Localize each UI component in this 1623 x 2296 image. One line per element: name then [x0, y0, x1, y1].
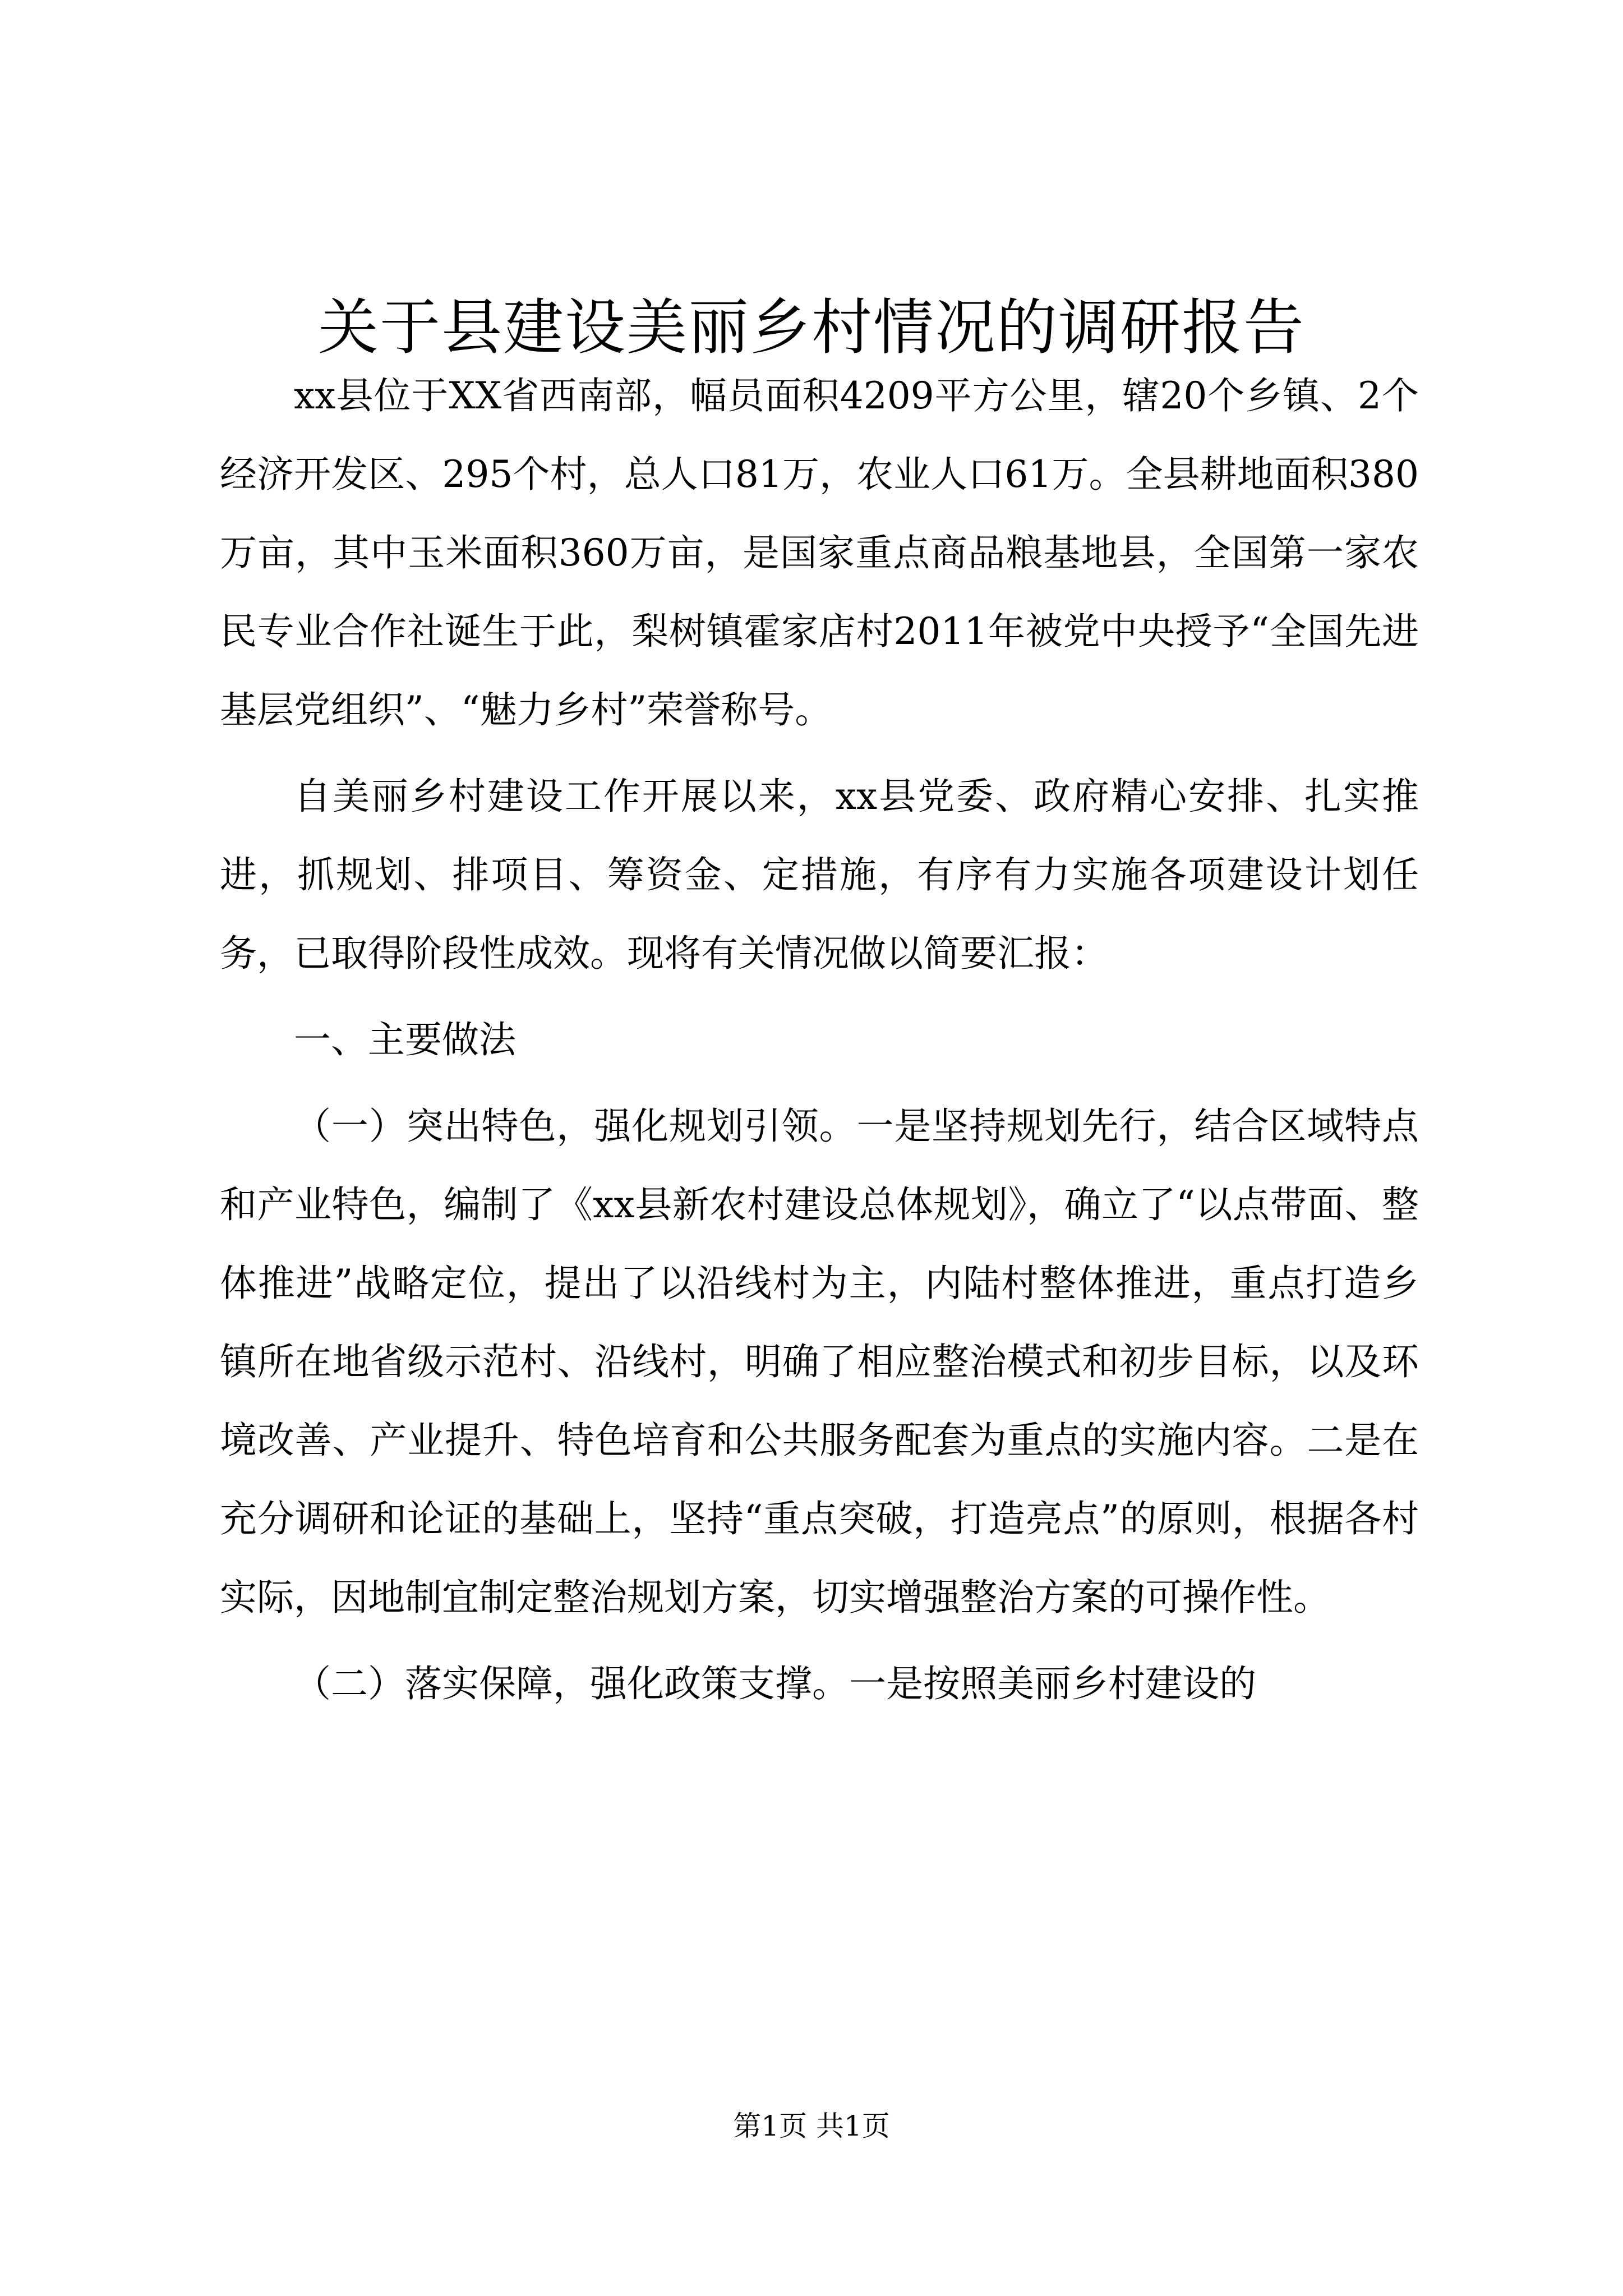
paragraph-planning: （一）突出特色，强化规划引领。一是坚持规划先行，结合区域特点和产业特色，编制了《xx县新农村建设总体规划》，确立了“以点带面、整体推进”战略定位，提出了以沿线村为主，内陆村整体推进，重点打造乡镇所在地省级示范村、沿线村，明确了相应整治模式和初步目标，以及环境改善、产业提升、特色培育和公共服务配套为重点的实施内容。二是在充分调研和论证的基础上，坚持“重点突破，打造亮点”的原则，根据各村实际，因地制宜制定整治规划方案，切实增强整治方案的可操作性。	[220, 1105, 1419, 1619]
document-body	[220, 357, 1419, 1731]
section-heading-main-practices: 一、主要做法	[294, 1018, 516, 1061]
paragraph-county-overview: xx县位于XX省西南部，幅员面积4209平方公里，辖20个乡镇、2个经济开发区、295个村，总人口81万，农业人口61万。全县耕地面积380万亩，其中玉米面积360万亩，是国家重点商品粮基地县，全国第一家农民专业合作社诞生于此，梨树镇霍家店村2011年被党中央授予“全国先进基层党组织”、“魅力乡村”荣誉称号。	[220, 374, 1419, 731]
page-footer: 第1页 共1页	[733, 2110, 890, 2142]
document-title: 关于县建设美丽乡村情况的调研报告	[317, 293, 1305, 363]
paragraph-introduction: 自美丽乡村建设工作开展以来，xx县党委、政府精心安排、扎实推进，抓规划、排项目、筹资金、定措施，有序有力实施各项建设计划任务，已取得阶段性成效。现将有关情况做以简要汇报：	[220, 775, 1419, 975]
paragraph-policy-support: （二）落实保障，强化政策支撑。一是按照美丽乡村建设的	[294, 1662, 1256, 1705]
